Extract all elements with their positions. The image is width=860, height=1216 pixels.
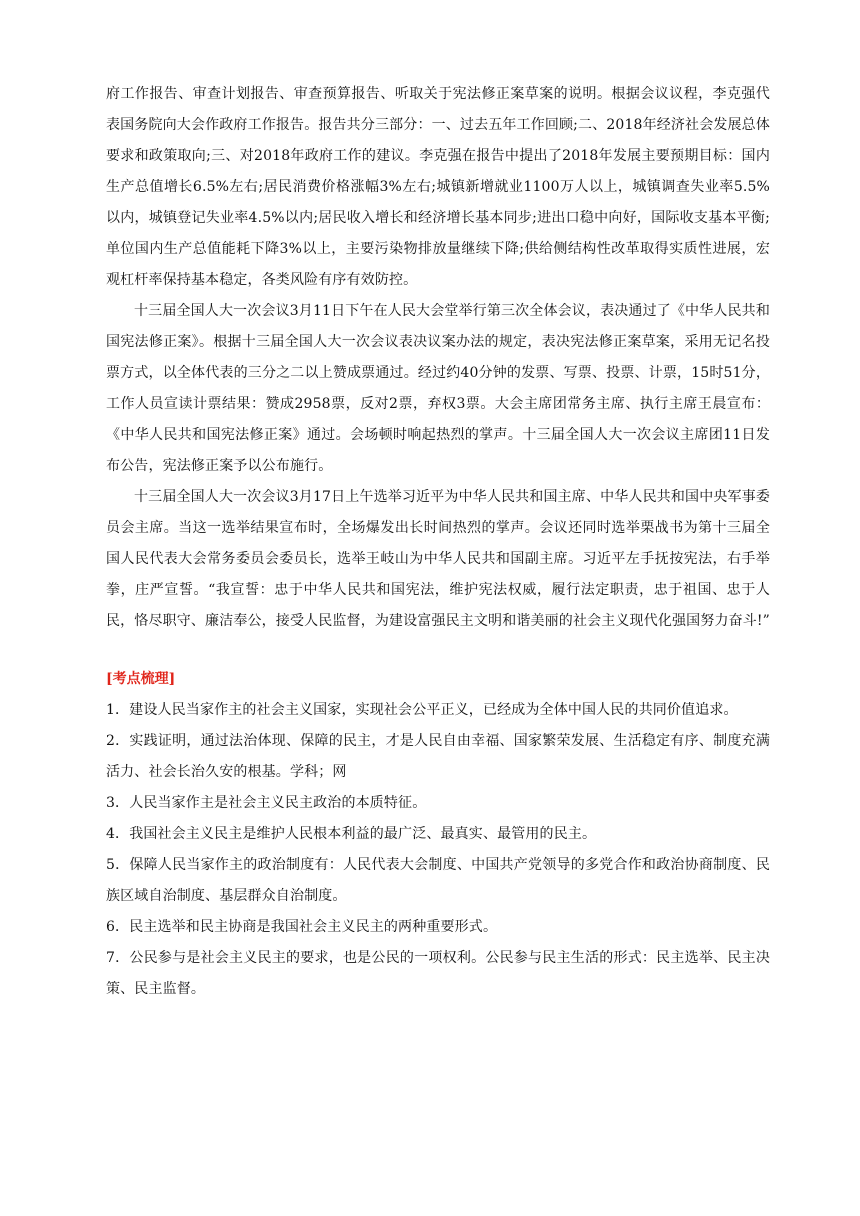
key-points-list (106, 695, 770, 1005)
list-item: 2．实践证明，通过法治体现、保障的民主，才是人民自由幸福、国家繁荣发展、生活稳定有序、制度充满活力、社会长治久安的根基。学科；网 (106, 733, 770, 780)
list-item: 3．人民当家作主是社会主义民主政治的本质特征。 (106, 795, 427, 811)
paragraph-constitution-amendment: 十三届全国人大一次会议3月11日下午在人民大会堂举行第三次全体会议，表决通过了《中华人民共和国宪法修正案》。根据十三届全国人大一次会议表决议案办法的规定，表决宪法修正案草案，采用无记名投票方式，以全体代表的三分之二以上赞成票通过。经过约40分钟的发票、写票、投票、计票，15时51分，工作人员宣读计票结果：赞成2958票，反对2票，弃权3票。大会主席团常务主席、执行主席王晨宣布：《中华人民共和国宪法修正案》通过。会场顿时响起热烈的掌声。十三届全国人大一次会议主席团11日发布公告，宪法修正案予以公布施行。 (106, 303, 770, 474)
list-item: 6．民主选举和民主协商是我国社会主义民主的两种重要形式。 (106, 919, 498, 935)
section-heading-key-points: [考点梳理] (106, 671, 176, 687)
list-item: 4．我国社会主义民主是维护人民根本利益的最广泛、最真实、最管用的民主。 (106, 826, 597, 842)
list-item: 7．公民参与是社会主义民主的要求，也是公民的一项权利。公民参与民主生活的形式：民主选举、民主决策、民主监督。 (106, 950, 770, 997)
document-page (106, 79, 770, 1005)
paragraph-government-report: 府工作报告、审查计划报告、审查预算报告、听取关于宪法修正案草案的说明。根据会议议程，李克强代表国务院向大会作政府工作报告。报告共分三部分：一、过去五年工作回顾;二、2018年经济社会发展总体要求和政策取向;三、对2018年政府工作的建议。李克强在报告中提出了2018年发展主要预期目标：国内生产总值增长6.5%左右;居民消费价格涨幅3%左右;城镇新增就业1100万人以上，城镇调查失业率5.5%以内，城镇登记失业率4.5%以内;居民收入增长和经济增长基本同步;进出口稳中向好，国际收支基本平衡;单位国内生产总值能耗下降3%以上，主要污染物排放量继续下降;供给侧结构性改革取得实质性进展，宏观杠杆率保持基本稳定，各类风险有序有效防控。 (106, 86, 770, 288)
list-item: 1．建设人民当家作主的社会主义国家，实现社会公平正义，已经成为全体中国人民的共同价值追求。 (106, 702, 738, 718)
list-item: 5．保障人民当家作主的政治制度有：人民代表大会制度、中国共产党领导的多党合作和政治协商制度、民族区域自治制度、基层群众自治制度。 (106, 857, 770, 904)
paragraph-presidential-election: 十三届全国人大一次会议3月17日上午选举习近平为中华人民共和国主席、中华人民共和国中央军事委员会主席。当这一选举结果宣布时，全场爆发出长时间热烈的掌声。会议还同时选举栗战书为第十三届全国人民代表大会常务委员会委员长，选举王岐山为中华人民共和国副主席。习近平左手抚按宪法，右手举拳，庄严宣誓。“我宣誓：忠于中华人民共和国宪法，维护宪法权威，履行法定职责，忠于祖国、忠于人民，恪尽职守、廉洁奉公，接受人民监督，为建设富强民主文明和谐美丽的社会主义现代化强国努力奋斗!” (106, 489, 770, 629)
